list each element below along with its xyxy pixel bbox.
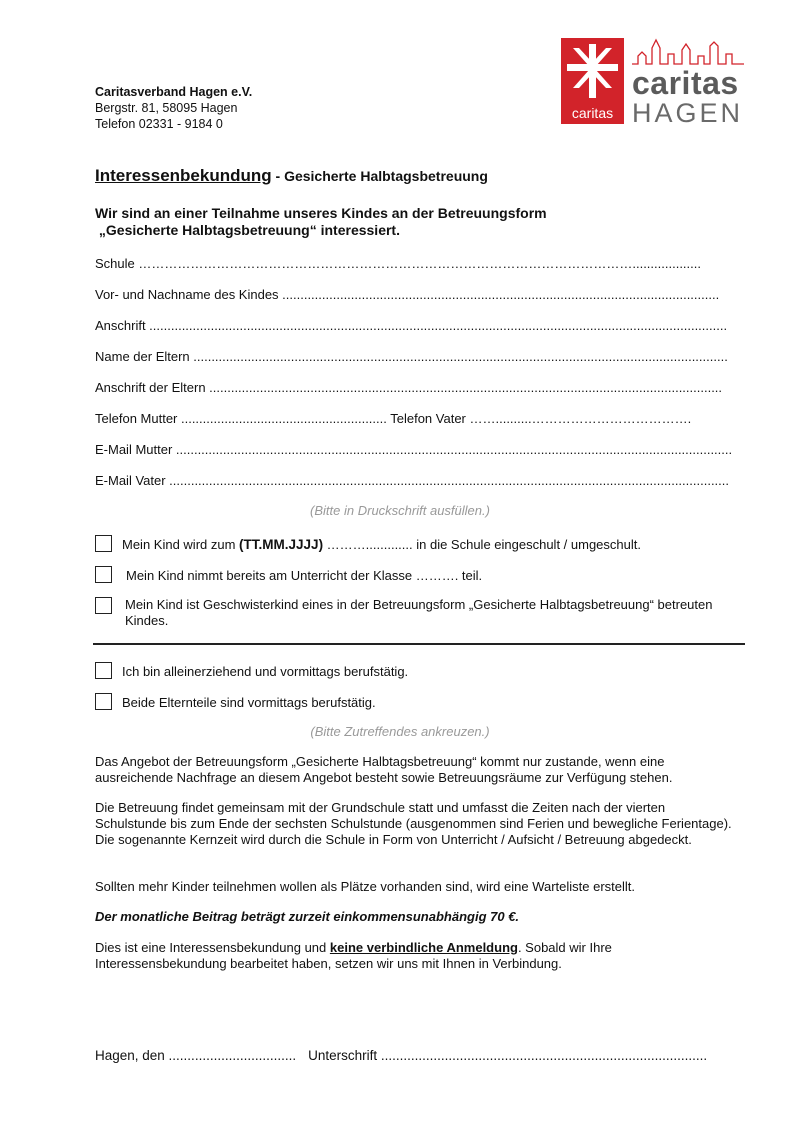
option-einschulung-date: (TT.MM.JJJJ) [239,537,324,552]
field-name-kind[interactable]: Vor- und Nachname des Kindes ......................................................................................................................... [95,287,720,302]
logo-word-caritas: caritas [632,65,739,101]
caritas-cross-icon [561,38,624,108]
option-einschulung [95,535,641,552]
option-beide-eltern [95,693,376,710]
hinweis-text-b: . Sobald wir Ihre Interessensbekundung bearbeitet haben, setzen wir uns mit Ihnen in Verbindung. [95,940,612,971]
hint-druckschrift: (Bitte in Druckschrift ausfüllen.) [310,503,490,518]
option-geschwister [95,597,755,631]
page-title [95,166,488,186]
logo-box-caption: caritas [571,105,614,121]
section-divider [93,643,745,645]
org-street: Bergstr. 81, 58095 Hagen [95,101,238,115]
option-klasse-text: Mein Kind nimmt bereits am Unterricht der Klasse ………. teil. [126,568,483,583]
intro-statement [95,205,547,239]
checkbox-beide-eltern[interactable] [95,693,112,710]
option-beide-eltern-text: Beide Elternteile sind vormittags berufstätig. [122,695,376,710]
paragraph-angebot: Das Angebot der Betreuungsform „Gesicherte Halbtagsbetreuung“ kommt nur zustande, wenn eine ausreichende Nachfrage an diesem Angebot besteht sowie Betreuungsräume zur Verfügung stehen. [95,754,673,785]
hint-ankreuzen: (Bitte Zutreffendes ankreuzen.) [310,724,490,739]
field-email-vater[interactable]: E-Mail Vater ........................................................................................................................................................... [95,473,729,488]
intro-line-2: „Gesicherte Halbtagsbetreuung“ interessiert. [95,222,400,238]
org-phone: Telefon 02331 - 9184 0 [95,117,223,131]
option-alleinerziehend [95,662,408,679]
field-email-mutter[interactable]: E-Mail Mutter .......................................................................................................................................................... [95,442,733,457]
signature-place-date[interactable]: Hagen, den .................................. [95,1048,297,1063]
paragraph-hinweis [95,940,735,972]
intro-line-1: Wir sind an einer Teilnahme unseres Kindes an der Betreuungsform [95,205,547,221]
title-main: Interessenbekundung [95,166,272,185]
option-einschulung-text-a: Mein Kind wird zum [122,537,240,552]
checkbox-einschulung[interactable] [95,535,112,552]
option-geschwister-text: Mein Kind ist Geschwisterkind eines in der Betreuungsform „Gesicherte Halbtagsbetreuung“ betreuten Kindes. [125,597,713,628]
field-telefon[interactable]: Telefon Mutter ......................................................... Telefon Vater ……..........………………………………. [95,411,692,426]
signature-field[interactable]: Unterschrift ....................................................................................... [308,1048,708,1063]
option-klasse [95,566,482,583]
city-skyline-icon [632,38,744,66]
sender-address [95,84,252,132]
checkbox-geschwister[interactable] [95,597,112,614]
signature-line [95,1048,707,1063]
caritas-logo-box [561,38,624,124]
hinweis-bold: keine verbindliche Anmeldung [329,940,518,955]
field-anschrift-eltern[interactable]: Anschrift der Eltern .............................................................................................................................................. [95,380,723,395]
title-sub: - Gesicherte Halbtagsbetreuung [271,168,488,184]
field-anschrift[interactable]: Anschrift ................................................................................................................................................................ [95,318,728,333]
option-alleinerziehend-text: Ich bin alleinerziehend und vormittags berufstätig. [122,664,409,679]
paragraph-warteliste: Sollten mehr Kinder teilnehmen wollen als Plätze vorhanden sind, wird eine Warteliste erstellt. [95,879,636,894]
org-name: Caritasverband Hagen e.V. [95,85,253,99]
field-name-eltern[interactable]: Name der Eltern .................................................................................................................................................... [95,349,728,364]
checkbox-alleinerziehend[interactable] [95,662,112,679]
checkbox-klasse[interactable] [95,566,112,583]
logo-word-hagen: HAGEN [632,98,744,128]
paragraph-beitrag: Der monatliche Beitrag beträgt zurzeit einkommensunabhängig 70 €. [95,909,520,924]
paragraph-betreuung: Die Betreuung findet gemeinsam mit der Grundschule statt und umfasst die Zeiten nach der vierten Schulstunde bis zum Ende der sechsten Schulstunde (ausgenommen sind Ferien und bewegliche Ferientage). Die sogenannte Kernzeit wird durch die Schule in Form von Unterricht / Aufsicht / Betreuung abgedeckt. [95,800,732,847]
option-einschulung-text-b: ………............. in die Schule eingeschult / umgeschult. [323,537,641,552]
field-schule[interactable]: Schule ……………………………………………………………………………………………………................... [95,256,701,271]
hinweis-text-a: Dies ist eine Interessensbekundung und [95,940,330,955]
